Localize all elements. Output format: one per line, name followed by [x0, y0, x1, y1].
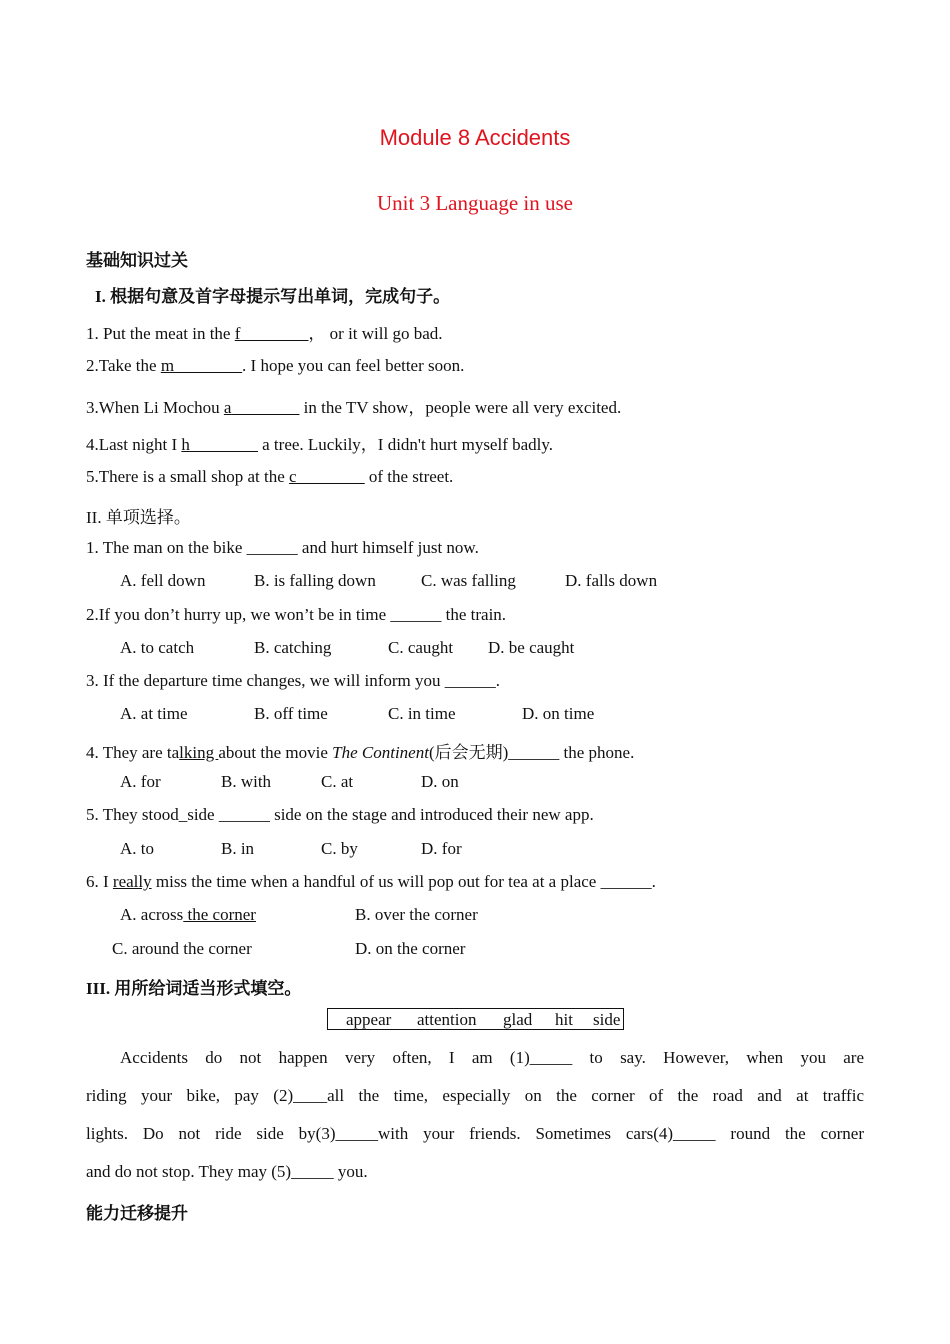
section-advanced-heading: 能力迁移提升	[86, 1204, 188, 1223]
part1-item-4: 4.Last night I h________ a tree. Luckily，I didn't hurt myself badly.	[86, 435, 554, 454]
answer-blank[interactable]: c________	[289, 467, 365, 486]
part1-item-5: 5.There is a small shop at the c________ of the street.	[86, 467, 454, 486]
q3-option-d[interactable]: D. on time	[522, 704, 595, 723]
answer-blank[interactable]: m________	[160, 356, 243, 375]
passage-line-3: lights. Do not ride side by(3)_____with your friends. Sometimes cars(4)_____ round the corner	[86, 1124, 864, 1143]
q5-option-c[interactable]: C. by	[321, 839, 358, 858]
q6-option-b[interactable]: B. over the corner	[355, 905, 478, 924]
q3-option-c[interactable]: C. in time	[388, 704, 456, 723]
q4-option-b[interactable]: B. with	[221, 772, 272, 791]
q3-option-b[interactable]: B. off time	[254, 704, 328, 723]
q5-option-d[interactable]: D. for	[421, 839, 462, 858]
q2-option-c[interactable]: C. caught	[388, 638, 454, 657]
passage-line-4: and do not stop. They may (5)_____ you.	[86, 1162, 368, 1181]
question-5: 5. They stood_side ______ side on the stage and introduced their new app.	[86, 805, 594, 824]
q6-option-a[interactable]: A. across the corner	[120, 905, 256, 924]
question-2: 2.If you don’t hurry up, we won’t be in time ______ the train.	[86, 605, 507, 624]
q1-option-d[interactable]: D. falls down	[565, 571, 658, 590]
q2-option-d[interactable]: D. be caught	[488, 638, 575, 657]
question-3: 3. If the departure time changes, we will inform you ______.	[86, 671, 501, 690]
q4-option-c[interactable]: C. at	[321, 772, 354, 791]
part1-item-2: 2.Take the m________. I hope you can feel better soon.	[86, 356, 465, 375]
q6-option-c[interactable]: C. around the corner	[112, 939, 252, 958]
answer-blank[interactable]: a________	[223, 398, 300, 417]
section-basic-heading: 基础知识过关	[86, 251, 188, 270]
q4-option-d[interactable]: D. on	[421, 772, 459, 791]
q6-option-d[interactable]: D. on the corner	[355, 939, 466, 958]
question-4: 4. They are talking about the movie The Continent(后会无期)______ the phone.	[86, 743, 635, 762]
q2-option-b[interactable]: B. catching	[254, 638, 332, 657]
question-6: 6. I really miss the time when a handful of us will pop out for tea at a place ______.	[86, 872, 656, 891]
word-bank-item: attention	[417, 1010, 477, 1029]
answer-blank[interactable]: h________	[181, 435, 258, 454]
answer-blank[interactable]: f________	[234, 324, 309, 343]
unit-subtitle: Unit 3 Language in use	[377, 191, 573, 215]
passage-line-1: Accidents do not happen very often, I am (1)_____ to say. However, when you are	[120, 1048, 864, 1067]
word-bank-item: hit	[555, 1010, 573, 1029]
q1-option-c[interactable]: C. was falling	[421, 571, 516, 590]
q5-option-b[interactable]: B. in	[221, 839, 255, 858]
q2-option-a[interactable]: A. to catch	[120, 638, 195, 657]
part3-heading: III. 用所给词适当形式填空。	[86, 979, 302, 998]
module-title: Module 8 Accidents	[379, 125, 571, 150]
word-bank-item: glad	[503, 1010, 533, 1029]
word-bank-box	[327, 1008, 624, 1030]
question-1: 1. The man on the bike ______ and hurt himself just now.	[86, 538, 479, 557]
passage-line-2: riding your bike, pay (2)____all the time, especially on the corner of the road and at traffic	[86, 1086, 864, 1105]
part1-item-3: 3.When Li Mochou a________ in the TV show，people were all very excited.	[86, 398, 622, 417]
part1-item-1: 1. Put the meat in the f________， or it will go bad.	[86, 324, 443, 343]
part2-heading: II. 单项选择。	[86, 508, 191, 527]
q1-option-a[interactable]: A. fell down	[120, 571, 206, 590]
part1-heading: I. 根据句意及首字母提示写出单词，完成句子。	[95, 287, 451, 306]
word-bank-item: appear	[346, 1010, 392, 1029]
q3-option-a[interactable]: A. at time	[120, 704, 188, 723]
q5-option-a[interactable]: A. to	[120, 839, 154, 858]
q4-option-a[interactable]: A. for	[120, 772, 161, 791]
q1-option-b[interactable]: B. is falling down	[254, 571, 376, 590]
word-bank-item: side	[593, 1010, 621, 1029]
